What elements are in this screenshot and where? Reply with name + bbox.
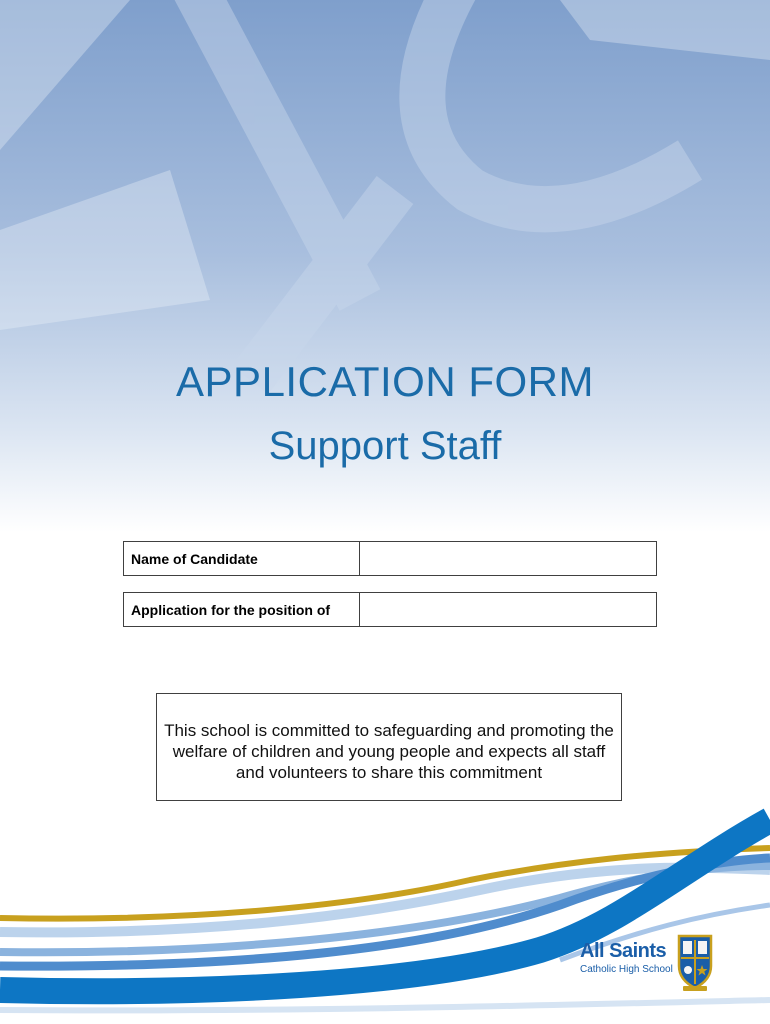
school-subtitle: Catholic High School [580,964,673,975]
candidate-name-label: Name of Candidate [124,542,360,575]
safeguarding-statement: This school is committed to safeguarding and promoting the welfare of children and young people and expects all staff and volunteers to share this commitment [156,693,622,801]
school-crest-icon [675,932,715,992]
school-name: All Saints [580,940,667,962]
page-subtitle: Support Staff [268,424,502,468]
position-label: Application for the position of [124,593,360,626]
candidate-name-input[interactable] [360,542,656,575]
position-row [123,592,657,627]
candidate-name-row [123,541,657,576]
school-logo [580,932,720,994]
page-title: APPLICATION FORM [176,358,594,405]
position-input[interactable] [360,593,656,626]
